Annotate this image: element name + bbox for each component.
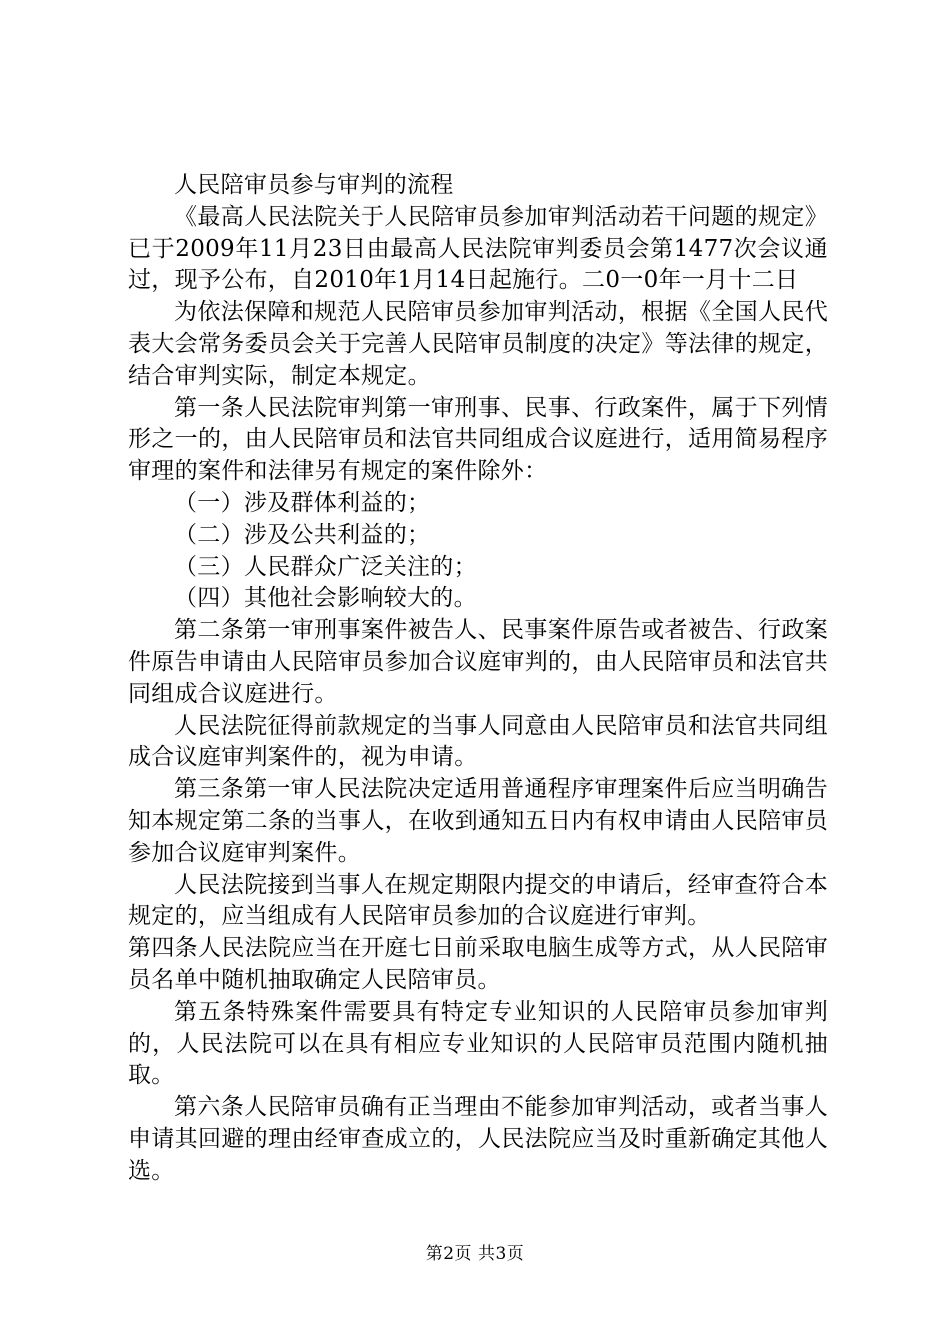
paragraph-article-6: 第六条人民陪审员确有正当理由不能参加审判活动，或者当事人申请其回避的理由经审查成立的，人民法院应当及时重新确定其他人选。 [128, 1094, 828, 1184]
page-number-footer: 第2页 共3页 [425, 1244, 525, 1264]
paragraph-article-2-clause: 人民法院征得前款规定的当事人同意由人民陪审员和法官共同组成合议庭审判案件的，视为申请。 [128, 712, 828, 771]
paragraph-article-5: 第五条特殊案件需要具有特定专业知识的人民陪审员参加审判的，人民法院可以在具有相应专业知识的人民陪审员范围内随机抽取。 [128, 998, 828, 1089]
paragraph-regulation-announcement: 《最高人民法院关于人民陪审员参加审判活动若干问题的规定》已于2009年11月23日由最高人民法院审判委员会第1477次会议通过，现予公布，自2010年1月14日起施行。二0一0年一月十二日 [128, 203, 828, 294]
paragraph-article-3: 第三条第一审人民法院决定适用普通程序审理案件后应当明确告知本规定第二条的当事人，在收到通知五日内有权申请由人民陪审员参加合议庭审判案件。 [128, 776, 828, 866]
paragraph-article-3-clause: 人民法院接到当事人在规定期限内提交的申请后，经审查符合本规定的，应当组成有人民陪审员参加的合议庭进行审判。 [128, 871, 828, 930]
document-body [128, 170, 828, 1188]
paragraph-article-1: 第一条人民法院审判第一审刑事、民事、行政案件，属于下列情形之一的，由人民陪审员和法官共同组成合议庭进行，适用简易程序审理的案件和法律另有规定的案件除外： [128, 394, 828, 485]
list-item-3: （三）人民群众广泛关注的； [174, 553, 477, 580]
list-item-2: （二）涉及公共利益的； [174, 521, 431, 548]
document-title: 人民陪审员参与审判的流程 [174, 172, 454, 198]
paragraph-purpose: 为依法保障和规范人民陪审员参加审判活动，根据《全国人民代表大会常务委员会关于完善人民陪审员制度的决定》等法律的规定，结合审判实际，制定本规定。 [128, 299, 828, 389]
list-item-4: （四）其他社会影响较大的。 [174, 585, 477, 612]
list-item-1: （一）涉及群体利益的； [174, 489, 431, 516]
paragraph-article-2: 第二条第一审刑事案件被告人、民事案件原告或者被告、行政案件原告申请由人民陪审员参加合议庭审判的，由人民陪审员和法官共同组成合议庭进行。 [128, 617, 828, 707]
paragraph-article-4: 第四条人民法院应当在开庭七日前采取电脑生成等方式，从人民陪审员名单中随机抽取确定人民陪审员。 [128, 935, 828, 993]
